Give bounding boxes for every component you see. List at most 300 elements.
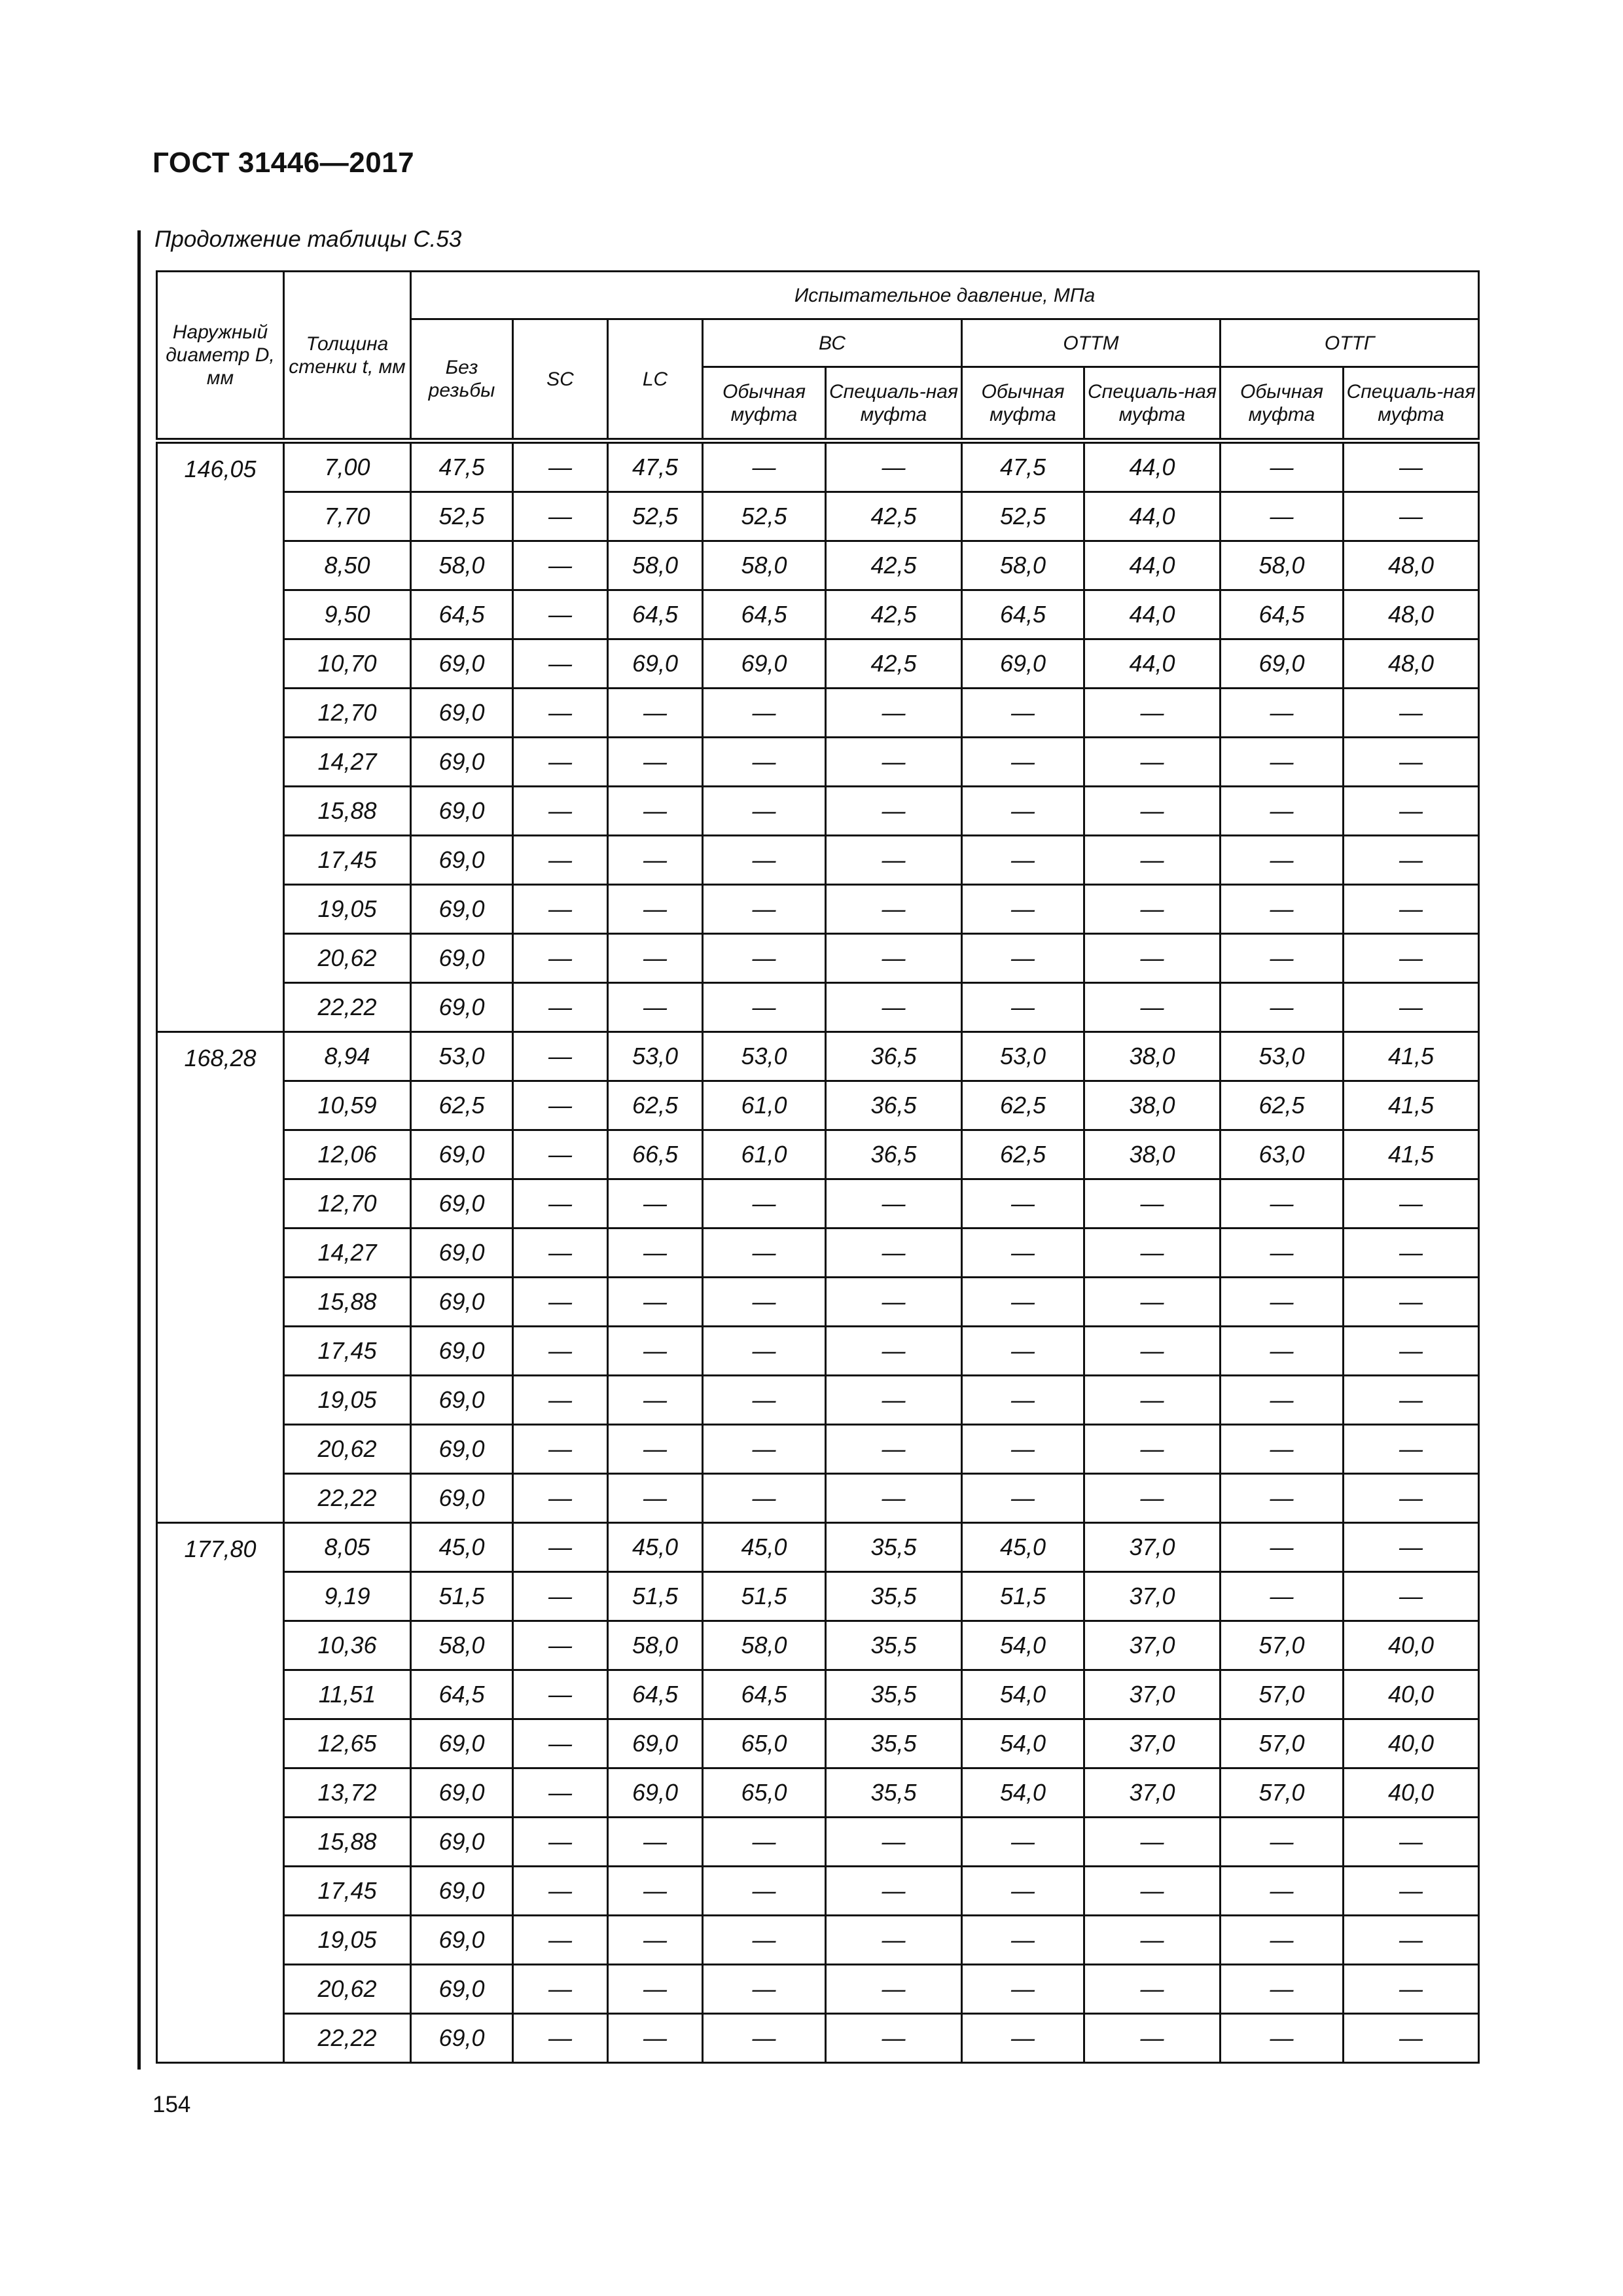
pressure-cell: 37,0: [1084, 1621, 1221, 1670]
document-title: ГОСТ 31446—2017: [152, 147, 415, 179]
pressure-cell: —: [1344, 836, 1479, 885]
pressure-cell: —: [513, 1719, 608, 1768]
pressure-cell: 69,0: [411, 1818, 513, 1867]
table-row: [157, 1081, 1479, 1130]
pressure-cell: —: [703, 441, 826, 492]
pressure-cell: —: [962, 787, 1084, 836]
header-ottm: ОТТМ: [962, 319, 1221, 367]
pressure-cell: —: [513, 1179, 608, 1229]
pressure-cell: 69,0: [411, 934, 513, 983]
pressure-cell: 51,5: [962, 1572, 1084, 1621]
wall-thickness-cell: 22,22: [284, 983, 411, 1032]
pressure-cell: 44,0: [1084, 639, 1221, 689]
pressure-cell: 45,0: [962, 1523, 1084, 1572]
pressure-cell: 54,0: [962, 1719, 1084, 1768]
pressure-cell: —: [513, 492, 608, 541]
table-row: [157, 1032, 1479, 1081]
table-row: [157, 492, 1479, 541]
pressure-cell: —: [703, 1376, 826, 1425]
header-sc: SC: [513, 319, 608, 441]
pressure-cell: 58,0: [703, 541, 826, 590]
table-row: [157, 1965, 1479, 2014]
table-row: [157, 1916, 1479, 1965]
pressure-cell: —: [513, 1229, 608, 1278]
pressure-cell: —: [513, 1818, 608, 1867]
pressure-cell: —: [608, 1474, 703, 1523]
wall-thickness-cell: 22,22: [284, 2014, 411, 2063]
wall-thickness-cell: 15,88: [284, 1278, 411, 1327]
pressure-cell: —: [1084, 689, 1221, 738]
pressure-cell: —: [1084, 1916, 1221, 1965]
pressure-cell: 66,5: [608, 1130, 703, 1179]
pressure-cell: —: [826, 1278, 962, 1327]
pressure-cell: 41,5: [1344, 1130, 1479, 1179]
pressure-cell: 69,0: [411, 1965, 513, 2014]
pressure-cell: —: [703, 1818, 826, 1867]
pressure-cell: —: [1344, 738, 1479, 787]
pressure-cell: —: [1221, 1916, 1344, 1965]
pressure-cell: —: [826, 1425, 962, 1474]
pressure-cell: 69,0: [608, 1768, 703, 1818]
pressure-cell: —: [1084, 836, 1221, 885]
pressure-cell: 45,0: [608, 1523, 703, 1572]
pressure-cell: 69,0: [608, 1719, 703, 1768]
pressure-cell: 35,5: [826, 1621, 962, 1670]
pressure-cell: —: [826, 1179, 962, 1229]
pressure-cell: —: [513, 1474, 608, 1523]
pressure-cell: 69,0: [411, 1130, 513, 1179]
pressure-cell: 57,0: [1221, 1621, 1344, 1670]
pressure-cell: —: [962, 1376, 1084, 1425]
pressure-cell: —: [608, 1179, 703, 1229]
page-number: 154: [152, 2092, 191, 2117]
pressure-cell: —: [962, 885, 1084, 934]
pressure-cell: 69,0: [411, 836, 513, 885]
pressure-cell: —: [1084, 1376, 1221, 1425]
pressure-cell: 69,0: [411, 639, 513, 689]
table-row: [157, 1719, 1479, 1768]
pressure-cell: —: [826, 441, 962, 492]
pressure-cell: —: [1084, 1229, 1221, 1278]
wall-thickness-cell: 8,94: [284, 1032, 411, 1081]
pressure-cell: 58,0: [411, 1621, 513, 1670]
pressure-cell: —: [962, 1818, 1084, 1867]
table-row: [157, 1670, 1479, 1719]
pressure-cell: —: [1344, 1818, 1479, 1867]
pressure-cell: —: [1221, 836, 1344, 885]
pressure-cell: —: [1221, 1572, 1344, 1621]
pressure-cell: —: [608, 934, 703, 983]
pressure-cell: —: [513, 1867, 608, 1916]
table-row: [157, 441, 1479, 492]
pressure-cell: —: [608, 983, 703, 1032]
pressure-cell: —: [608, 1376, 703, 1425]
pressure-cell: —: [962, 689, 1084, 738]
pressure-cell: —: [513, 590, 608, 639]
pressure-cell: 40,0: [1344, 1621, 1479, 1670]
pressure-cell: 37,0: [1084, 1719, 1221, 1768]
pressure-cell: 64,5: [962, 590, 1084, 639]
table-row: [157, 1867, 1479, 1916]
table-row: [157, 1327, 1479, 1376]
pressure-cell: 44,0: [1084, 441, 1221, 492]
pressure-cell: —: [826, 787, 962, 836]
pressure-cell: —: [1084, 1474, 1221, 1523]
pressure-cell: —: [1084, 934, 1221, 983]
pressure-cell: 61,0: [703, 1081, 826, 1130]
table-row: [157, 885, 1479, 934]
pressure-cell: 57,0: [1221, 1768, 1344, 1818]
pressure-cell: 37,0: [1084, 1572, 1221, 1621]
pressure-cell: 53,0: [1221, 1032, 1344, 1081]
pressure-cell: 44,0: [1084, 541, 1221, 590]
pressure-cell: 52,5: [608, 492, 703, 541]
wall-thickness-cell: 7,70: [284, 492, 411, 541]
pressure-cell: —: [962, 1179, 1084, 1229]
pressure-cell: 69,0: [411, 1179, 513, 1229]
pressure-cell: —: [1344, 1965, 1479, 2014]
pressure-cell: 35,5: [826, 1719, 962, 1768]
pressure-cell: —: [608, 787, 703, 836]
pressure-cell: —: [513, 1278, 608, 1327]
pressure-cell: —: [1221, 1818, 1344, 1867]
pressure-cell: —: [1221, 1179, 1344, 1229]
pressure-cell: —: [1084, 885, 1221, 934]
pressure-cell: 51,5: [703, 1572, 826, 1621]
wall-thickness-cell: 9,19: [284, 1572, 411, 1621]
pressure-cell: —: [962, 1867, 1084, 1916]
pressure-cell: —: [1344, 934, 1479, 983]
pressure-cell: 38,0: [1084, 1130, 1221, 1179]
wall-thickness-cell: 17,45: [284, 1867, 411, 1916]
table-row: [157, 1818, 1479, 1867]
pressure-cell: —: [1221, 441, 1344, 492]
outer-diameter-cell: 177,80: [157, 1523, 284, 2063]
wall-thickness-cell: 20,62: [284, 1425, 411, 1474]
pressure-cell: —: [703, 1425, 826, 1474]
pressure-cell: 47,5: [608, 441, 703, 492]
outer-diameter-cell: 146,05: [157, 441, 284, 1032]
table-row: [157, 1229, 1479, 1278]
pressure-cell: —: [1344, 1572, 1479, 1621]
pressure-cell: —: [1221, 1867, 1344, 1916]
pressure-cell: 48,0: [1344, 590, 1479, 639]
pressure-cell: —: [1344, 1523, 1479, 1572]
pressure-cell: —: [703, 1278, 826, 1327]
pressure-cell: —: [1221, 983, 1344, 1032]
table-row: [157, 1179, 1479, 1229]
table-row: [157, 639, 1479, 689]
pressure-cell: —: [1344, 1229, 1479, 1278]
wall-thickness-cell: 11,51: [284, 1670, 411, 1719]
pressure-cell: —: [826, 934, 962, 983]
pressure-cell: —: [826, 1916, 962, 1965]
pressure-cell: —: [513, 1032, 608, 1081]
pressure-cell: 40,0: [1344, 1670, 1479, 1719]
table-row: [157, 1621, 1479, 1670]
pressure-cell: 57,0: [1221, 1719, 1344, 1768]
header-ottg-special: Специаль-ная муфта: [1344, 367, 1479, 441]
pressure-cell: 47,5: [962, 441, 1084, 492]
header-lc: LC: [608, 319, 703, 441]
table-row: [157, 1768, 1479, 1818]
pressure-cell: —: [513, 836, 608, 885]
pressure-cell: 58,0: [962, 541, 1084, 590]
wall-thickness-cell: 8,05: [284, 1523, 411, 1572]
pressure-cell: —: [513, 1081, 608, 1130]
pressure-cell: 36,5: [826, 1032, 962, 1081]
pressure-cell: —: [1084, 1818, 1221, 1867]
pressure-cell: 35,5: [826, 1523, 962, 1572]
table-row: [157, 1278, 1479, 1327]
pressure-cell: —: [1344, 1474, 1479, 1523]
table-row: [157, 836, 1479, 885]
pressure-cell: —: [1084, 1425, 1221, 1474]
header-plain-end: Без резьбы: [411, 319, 513, 441]
pressure-cell: —: [962, 2014, 1084, 2063]
pressure-cell: 63,0: [1221, 1130, 1344, 1179]
pressure-cell: —: [826, 885, 962, 934]
pressure-cell: —: [962, 738, 1084, 787]
wall-thickness-cell: 22,22: [284, 1474, 411, 1523]
pressure-cell: —: [1344, 689, 1479, 738]
pressure-cell: 47,5: [411, 441, 513, 492]
pressure-cell: —: [703, 2014, 826, 2063]
pressure-cell: —: [826, 738, 962, 787]
pressure-cell: —: [826, 1229, 962, 1278]
wall-thickness-cell: 10,36: [284, 1621, 411, 1670]
pressure-cell: —: [608, 1229, 703, 1278]
pressure-cell: —: [513, 541, 608, 590]
pressure-cell: 44,0: [1084, 492, 1221, 541]
pressure-cell: 41,5: [1344, 1032, 1479, 1081]
pressure-cell: 53,0: [703, 1032, 826, 1081]
table-row: [157, 2014, 1479, 2063]
pressure-cell: 42,5: [826, 492, 962, 541]
pressure-cell: 52,5: [411, 492, 513, 541]
pressure-cell: —: [1221, 1229, 1344, 1278]
pressure-cell: —: [703, 738, 826, 787]
pressure-cell: —: [703, 787, 826, 836]
wall-thickness-cell: 20,62: [284, 1965, 411, 2014]
pressure-cell: —: [826, 1376, 962, 1425]
pressure-cell: —: [513, 1916, 608, 1965]
pressure-cell: —: [962, 1474, 1084, 1523]
pressure-cell: —: [608, 2014, 703, 2063]
pressure-cell: —: [703, 836, 826, 885]
pressure-cell: —: [962, 1425, 1084, 1474]
pressure-cell: —: [608, 1327, 703, 1376]
wall-thickness-cell: 17,45: [284, 1327, 411, 1376]
wall-thickness-cell: 13,72: [284, 1768, 411, 1818]
pressure-cell: 54,0: [962, 1670, 1084, 1719]
pressure-cell: —: [1084, 1965, 1221, 2014]
pressure-cell: —: [1084, 738, 1221, 787]
pressure-cell: 61,0: [703, 1130, 826, 1179]
pressure-cell: —: [826, 1965, 962, 2014]
pressure-cell: —: [703, 885, 826, 934]
pressure-cell: —: [1344, 1179, 1479, 1229]
header-ottm-regular: Обычная муфта: [962, 367, 1084, 441]
pressure-cell: 64,5: [411, 1670, 513, 1719]
pressure-cell: 65,0: [703, 1719, 826, 1768]
pressure-cell: 58,0: [608, 541, 703, 590]
pressure-cell: —: [962, 836, 1084, 885]
wall-thickness-cell: 14,27: [284, 738, 411, 787]
table-row: [157, 934, 1479, 983]
pressure-cell: —: [1344, 983, 1479, 1032]
header-test-pressure: Испытательное давление, МПа: [411, 272, 1479, 319]
pressure-cell: 35,5: [826, 1670, 962, 1719]
table-row: [157, 787, 1479, 836]
pressure-cell: —: [1344, 1867, 1479, 1916]
table-row: [157, 1572, 1479, 1621]
pressure-cell: 41,5: [1344, 1081, 1479, 1130]
table-row: [157, 1376, 1479, 1425]
pressure-cell: —: [703, 1916, 826, 1965]
pressure-cell: —: [1344, 1425, 1479, 1474]
pressure-cell: —: [826, 983, 962, 1032]
pressure-cell: —: [703, 1867, 826, 1916]
pressure-cell: 54,0: [962, 1768, 1084, 1818]
pressure-cell: 69,0: [411, 1327, 513, 1376]
pressure-cell: —: [608, 1818, 703, 1867]
pressure-cell: —: [703, 934, 826, 983]
pressure-cell: —: [1221, 1965, 1344, 2014]
pressure-cell: 69,0: [411, 738, 513, 787]
pressure-cell: —: [703, 1965, 826, 2014]
table-body: [157, 441, 1479, 2063]
pressure-cell: —: [1221, 787, 1344, 836]
pressure-cell: —: [1084, 983, 1221, 1032]
pressure-cell: —: [513, 1572, 608, 1621]
pressure-cell: —: [962, 1278, 1084, 1327]
pressure-cell: 64,5: [608, 590, 703, 639]
pressure-cell: 69,0: [411, 1719, 513, 1768]
pressure-cell: 69,0: [411, 1768, 513, 1818]
pressure-cell: —: [826, 1867, 962, 1916]
pressure-cell: —: [1221, 2014, 1344, 2063]
table-row: [157, 1425, 1479, 1474]
pressure-cell: —: [608, 1965, 703, 2014]
wall-thickness-cell: 10,70: [284, 639, 411, 689]
pressure-cell: —: [1344, 2014, 1479, 2063]
pressure-cell: —: [513, 2014, 608, 2063]
wall-thickness-cell: 15,88: [284, 1818, 411, 1867]
header-ottm-special: Специаль-ная муфта: [1084, 367, 1221, 441]
header-bc: ВС: [703, 319, 962, 367]
pressure-cell: —: [513, 983, 608, 1032]
pressure-cell: 69,0: [411, 1425, 513, 1474]
pressure-cell: 69,0: [411, 1229, 513, 1278]
pressure-cell: —: [1344, 1278, 1479, 1327]
pressure-cell: —: [1344, 492, 1479, 541]
pressure-cell: —: [608, 1916, 703, 1965]
header-ottg-regular: Обычная муфта: [1221, 367, 1344, 441]
pressure-cell: 36,5: [826, 1081, 962, 1130]
pressure-cell: —: [1221, 934, 1344, 983]
pressure-cell: —: [1344, 1916, 1479, 1965]
pressure-cell: 69,0: [962, 639, 1084, 689]
pressure-cell: 44,0: [1084, 590, 1221, 639]
pressure-cell: —: [826, 1818, 962, 1867]
pressure-cell: 62,5: [962, 1081, 1084, 1130]
table-row: [157, 738, 1479, 787]
pressure-cell: —: [1084, 1327, 1221, 1376]
pressure-cell: 58,0: [608, 1621, 703, 1670]
table-caption: Продолжение таблицы С.53: [154, 226, 462, 252]
pressure-cell: 64,5: [703, 590, 826, 639]
pressure-cell: —: [962, 1229, 1084, 1278]
wall-thickness-cell: 7,00: [284, 441, 411, 492]
pressure-cell: —: [1344, 441, 1479, 492]
pressure-cell: 69,0: [703, 639, 826, 689]
pressure-cell: 45,0: [703, 1523, 826, 1572]
pressure-cell: —: [513, 738, 608, 787]
pressure-cell: 42,5: [826, 541, 962, 590]
pressure-cell: 36,5: [826, 1130, 962, 1179]
pressure-cell: 54,0: [962, 1621, 1084, 1670]
pressure-cell: —: [1084, 2014, 1221, 2063]
pressure-cell: —: [513, 787, 608, 836]
pressure-cell: 40,0: [1344, 1768, 1479, 1818]
pressure-cell: 53,0: [608, 1032, 703, 1081]
pressure-cell: 42,5: [826, 590, 962, 639]
wall-thickness-cell: 19,05: [284, 1376, 411, 1425]
outer-diameter-cell: 168,28: [157, 1032, 284, 1523]
pressure-cell: 53,0: [411, 1032, 513, 1081]
pressure-cell: —: [608, 738, 703, 787]
pressure-cell: —: [1221, 738, 1344, 787]
pressure-cell: 69,0: [411, 1916, 513, 1965]
pressure-cell: 37,0: [1084, 1768, 1221, 1818]
pressure-cell: —: [703, 1474, 826, 1523]
pressure-cell: 69,0: [411, 689, 513, 738]
pressure-cell: —: [962, 934, 1084, 983]
wall-thickness-cell: 12,06: [284, 1130, 411, 1179]
pressure-cell: 58,0: [1221, 541, 1344, 590]
pressure-cell: —: [1221, 492, 1344, 541]
pressure-cell: 64,5: [703, 1670, 826, 1719]
header-bc-regular: Обычная муфта: [703, 367, 826, 441]
header-wall-thickness: Толщина стенки t, мм: [284, 272, 411, 441]
pressure-cell: 69,0: [608, 639, 703, 689]
pressure-cell: 48,0: [1344, 639, 1479, 689]
header-ottg: ОТТГ: [1221, 319, 1479, 367]
pressure-cell: 69,0: [411, 1474, 513, 1523]
pressure-cell: 64,5: [608, 1670, 703, 1719]
pressure-cell: —: [513, 441, 608, 492]
pressure-cell: —: [1221, 1523, 1344, 1572]
pressure-table: [156, 270, 1480, 2064]
wall-thickness-cell: 19,05: [284, 885, 411, 934]
wall-thickness-cell: 10,59: [284, 1081, 411, 1130]
pressure-cell: 69,0: [411, 885, 513, 934]
pressure-cell: —: [826, 1474, 962, 1523]
pressure-cell: —: [1344, 885, 1479, 934]
pressure-cell: 48,0: [1344, 541, 1479, 590]
table-row: [157, 1474, 1479, 1523]
pressure-cell: —: [513, 1327, 608, 1376]
pressure-cell: 35,5: [826, 1768, 962, 1818]
pressure-cell: —: [1221, 885, 1344, 934]
pressure-cell: 35,5: [826, 1572, 962, 1621]
wall-thickness-cell: 12,65: [284, 1719, 411, 1768]
pressure-cell: 64,5: [411, 590, 513, 639]
pressure-cell: —: [513, 1130, 608, 1179]
wall-thickness-cell: 15,88: [284, 787, 411, 836]
header-outer-diameter: Наружный диаметр D, мм: [157, 272, 284, 441]
